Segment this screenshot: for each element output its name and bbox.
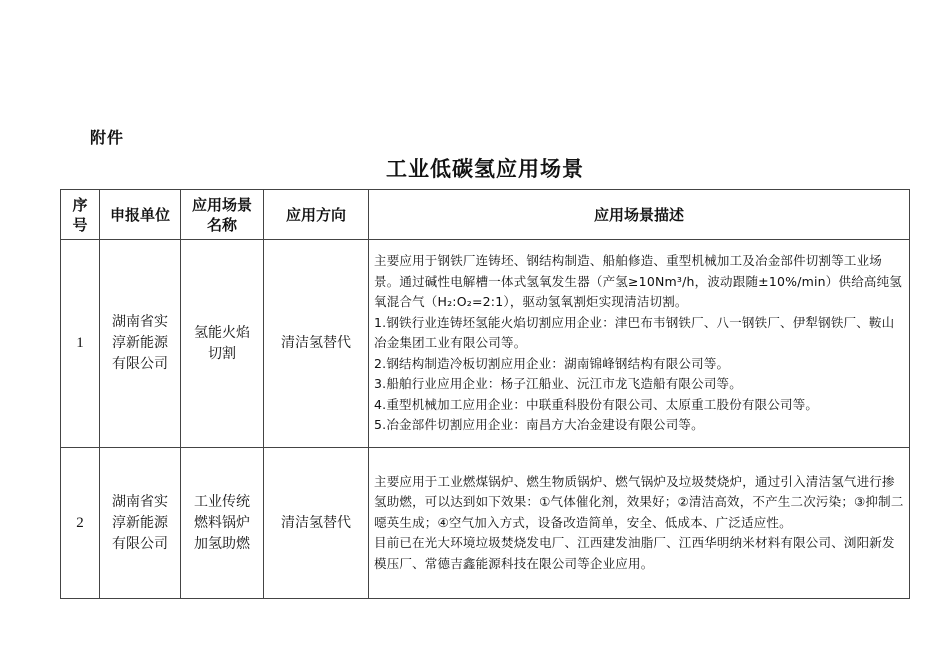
description-paragraph: 主要应用于钢铁厂连铸坯、钢结构制造、船舶修造、重型机械加工及冶金部件切割等工业场景。通过碱性电解槽一体式氢氧发生器（产氢≥10Nm³/h，波动跟随±10%/min）供给高纯氢氧混合气（H₂:O₂=2:1），驱动氢氧割炬实现清洁切割。 (374, 253, 902, 310)
scene-line: 加氢助燃 (194, 535, 250, 552)
row-unit (100, 448, 181, 599)
header-scene (181, 190, 264, 240)
header-unit: 申报单位 (100, 190, 181, 240)
row-unit (100, 240, 181, 448)
row-direction: 清洁氢替代 (264, 448, 369, 599)
header-description: 应用场景描述 (369, 190, 910, 240)
header-no-line: 序 (72, 195, 88, 214)
table-row (61, 448, 910, 599)
description-paragraph: 1.钢铁行业连铸坯氢能火焰切割应用企业：津巴布韦钢铁厂、八一钢铁厂、伊犁钢铁厂、鞍山冶金集团工业有限公司等。 (374, 314, 895, 351)
header-no-line: 号 (72, 215, 88, 234)
table-header-row (61, 190, 910, 240)
scene-line: 氢能火焰 (194, 324, 250, 341)
unit-line: 淳新能源 (112, 335, 168, 351)
row-scene (181, 448, 264, 599)
table-row (61, 240, 910, 448)
description-paragraph: 目前已在光大环境垃圾焚烧发电厂、江西建发油脂厂、江西华明纳米材料有限公司、浏阳新发模压厂、常德吉鑫能源科技在限公司等企业应用。 (374, 535, 895, 571)
description-paragraph: 5.冶金部件切割应用企业：南昌方大冶金建设有限公司等。 (374, 417, 704, 433)
attachment-label: 附件 (90, 128, 125, 147)
unit-line: 湖南省实 (112, 314, 168, 330)
description-paragraph: 4.重型机械加工应用企业：中联重科股份有限公司、太原重工股份有限公司等。 (374, 396, 819, 412)
scene-line: 切割 (208, 345, 236, 362)
description-paragraph: 3.船舶行业应用企业：杨子江船业、沅江市龙飞造船有限公司等。 (374, 376, 742, 392)
header-scene-line: 应用场景 (191, 195, 252, 214)
header-scene-line: 名称 (206, 215, 237, 234)
unit-line: 淳新能源 (112, 514, 168, 531)
document-title: 工业低碳氢应用场景 (386, 156, 584, 181)
unit-line: 有限公司 (112, 535, 168, 552)
scene-line: 燃料锅炉 (194, 514, 250, 531)
unit-line: 有限公司 (112, 356, 168, 372)
header-no (61, 190, 100, 240)
header-direction: 应用方向 (264, 190, 369, 240)
unit-line: 湖南省实 (112, 493, 168, 510)
scene-line: 工业传统 (194, 493, 250, 510)
row-description (369, 240, 910, 448)
row-scene (181, 240, 264, 448)
scenario-table (60, 189, 910, 599)
description-paragraph: 2.钢结构制造冷板切割应用企业：湖南锦峰钢结构有限公司等。 (374, 355, 730, 371)
row-number: 1 (61, 240, 100, 448)
row-description (369, 448, 910, 599)
row-direction: 清洁氢替代 (264, 240, 369, 448)
description-paragraph: 主要应用于工业燃煤锅炉、燃生物质锅炉、燃气锅炉及垃圾焚烧炉，通过引入清洁氢气进行掺氢助燃，可以达到如下效果：①气体催化剂，效果好；②清洁高效，不产生二次污染；③抑制二噁英生成；④空气加入方式，设备改造简单，安全、低成本、广泛适应性。 (374, 473, 904, 530)
row-number: 2 (61, 448, 100, 599)
